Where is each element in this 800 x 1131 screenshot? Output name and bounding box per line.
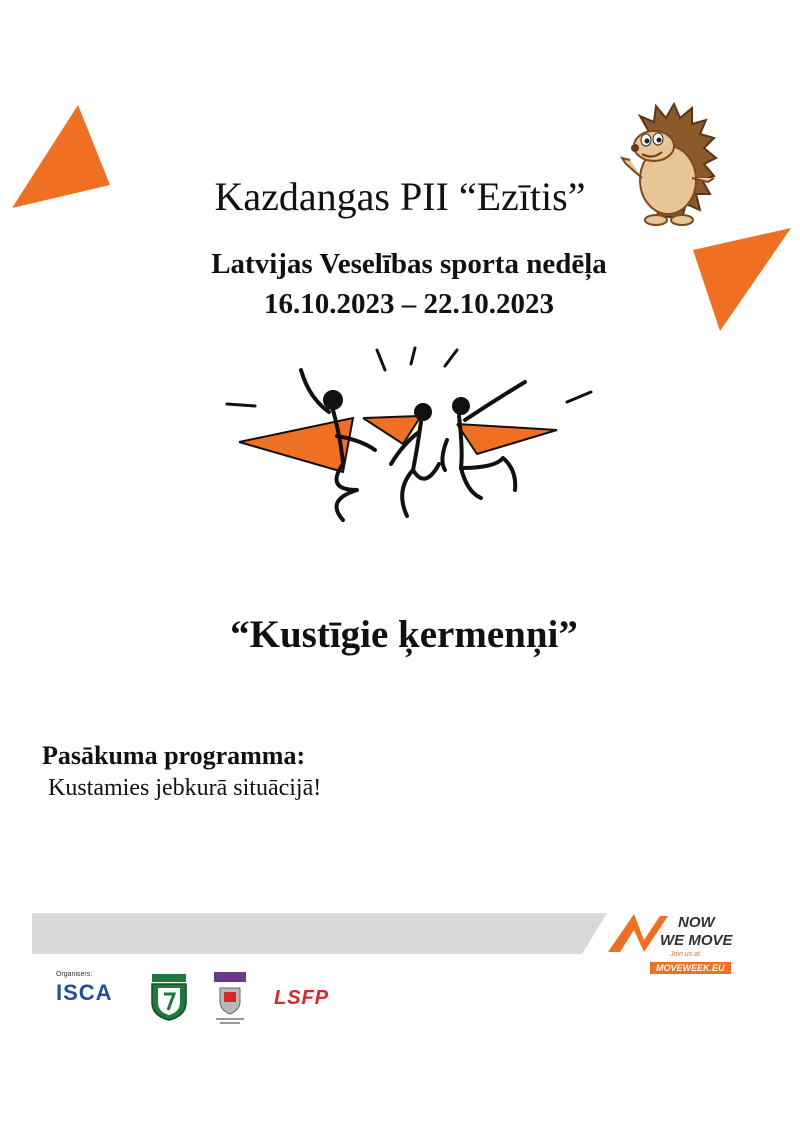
jumping-figures-illustration xyxy=(225,340,595,530)
page-title: Kazdangas PII “Ezītis” xyxy=(214,174,586,219)
brand-url: MOVEWEEK.EU xyxy=(650,962,731,974)
event-week-heading xyxy=(0,244,800,324)
organisers-label: Organisers: xyxy=(56,971,93,978)
lsfp-logo: LSFP xyxy=(274,987,330,1009)
week-name: Latvijas Veselības sporta nedēļa xyxy=(211,248,607,280)
sports-shield-logo xyxy=(150,972,188,1022)
coat-of-arms-logo xyxy=(210,970,250,1026)
now-we-move-logo xyxy=(604,910,754,980)
program-heading: Pasākuma programma: xyxy=(42,741,306,770)
isca-logo: ISCA xyxy=(56,980,113,1005)
footer-gray-band xyxy=(32,913,607,954)
brand-tagline: Join us at xyxy=(670,951,700,958)
brand-line-1: NOW xyxy=(678,914,715,931)
brand-line-2: WE MOVE xyxy=(660,932,733,949)
event-dates: 16.10.2023 – 22.10.2023 xyxy=(264,288,554,320)
program-text: Kustamies jebkurā situācijā! xyxy=(48,775,322,801)
event-name: “Kustīgie ķermenņi” xyxy=(230,613,578,656)
